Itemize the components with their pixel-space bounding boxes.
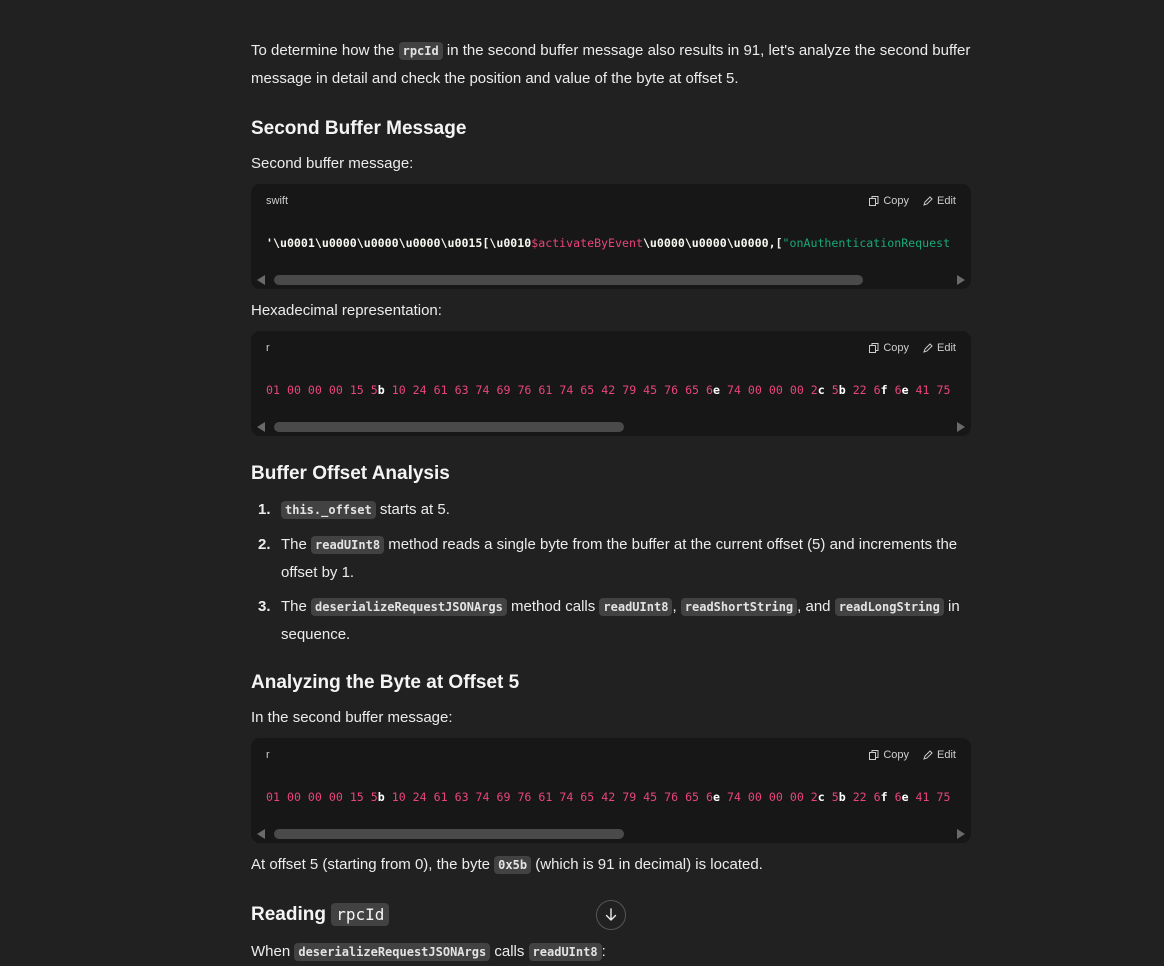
scroll-right-arrow-icon[interactable] xyxy=(957,275,965,285)
hex-code-line: 01 00 00 00 15 5b 10 24 61 63 74 69 76 61 74 65 42 79 45 76 65 6e 74 00 00 00 2c 5b 22 6f 6e 41 75 xyxy=(266,790,951,804)
code-token: '\u0001\u0000\u0000\u0000\u0015[\u0010 xyxy=(266,236,532,250)
copy-label: Copy xyxy=(883,749,910,761)
reading-text: : xyxy=(601,943,606,960)
copy-button[interactable] xyxy=(869,749,909,761)
copy-label: Copy xyxy=(883,195,910,207)
edit-icon xyxy=(923,343,933,353)
inline-code: deserializeRequestJSONArgs xyxy=(294,943,490,961)
code-block-header xyxy=(251,184,971,218)
list-text: starts at 5. xyxy=(375,501,450,518)
horizontal-scrollbar[interactable] xyxy=(257,420,965,432)
edit-button[interactable] xyxy=(923,195,956,207)
hex-code-line: 01 00 00 00 15 5b 10 24 61 63 74 69 76 61 74 65 42 79 45 76 65 6e 74 00 00 00 2c 5b 22 6f 6e 41 75 xyxy=(266,383,951,397)
label-hex: Hexadecimal representation: xyxy=(251,302,442,319)
scrollbar-thumb[interactable] xyxy=(274,422,624,432)
list-text: , xyxy=(672,598,681,615)
scroll-right-arrow-icon[interactable] xyxy=(957,829,965,839)
code-language: swift xyxy=(266,195,288,207)
edit-label: Edit xyxy=(937,749,956,761)
code-variable: $activateByEvent xyxy=(531,236,643,250)
edit-icon xyxy=(923,750,933,760)
list-item xyxy=(251,496,971,524)
code-block-hex xyxy=(251,331,971,436)
intro-paragraph xyxy=(251,37,971,92)
code-string: "onAuthenticationRequest xyxy=(782,236,951,250)
code-line xyxy=(266,236,950,250)
offset-text: (which is 91 in decimal) is located. xyxy=(531,856,763,873)
list-number: 1. xyxy=(258,501,271,518)
scrollbar-thumb[interactable] xyxy=(274,829,624,839)
reading-text: When xyxy=(251,943,295,960)
copy-label: Copy xyxy=(883,342,910,354)
code-token: \u0000\u0000\u0000,[ xyxy=(642,236,783,250)
heading-analyzing-byte: Analyzing the Byte at Offset 5 xyxy=(251,672,520,693)
list-item xyxy=(251,593,971,648)
code-language: r xyxy=(266,749,270,761)
edit-label: Edit xyxy=(937,195,956,207)
edit-label: Edit xyxy=(937,342,956,354)
arrow-down-icon xyxy=(604,908,618,922)
code-block-swift xyxy=(251,184,971,289)
copy-button[interactable] xyxy=(869,342,909,354)
offset-paragraph xyxy=(251,851,971,879)
scroll-left-arrow-icon[interactable] xyxy=(257,829,265,839)
list-text: , and xyxy=(797,598,835,615)
copy-icon xyxy=(869,196,879,206)
scroll-left-arrow-icon[interactable] xyxy=(257,275,265,285)
list-number: 3. xyxy=(258,598,271,615)
inline-code: deserializeRequestJSONArgs xyxy=(311,598,507,616)
inline-code-0x5b: 0x5b xyxy=(494,856,531,874)
inline-code: readUInt8 xyxy=(599,598,672,616)
heading-offset-analysis: Buffer Offset Analysis xyxy=(251,463,450,484)
offset-analysis-list xyxy=(251,496,971,648)
heading-second-buffer: Second Buffer Message xyxy=(251,118,467,139)
list-text: method calls xyxy=(506,598,600,615)
inline-code: readShortString xyxy=(681,598,797,616)
copy-icon xyxy=(869,343,879,353)
inline-code-rpcid: rpcId xyxy=(399,42,443,60)
scrollbar-thumb[interactable] xyxy=(274,275,863,285)
list-text: The xyxy=(281,598,312,615)
inline-code: readUInt8 xyxy=(311,536,384,554)
list-text: The xyxy=(281,536,312,553)
list-text: method reads a single byte from the buffer at the current offset (5) and increments the offset by 1. xyxy=(281,536,958,581)
reading-paragraph xyxy=(251,938,971,966)
copy-icon xyxy=(869,750,879,760)
scroll-left-arrow-icon[interactable] xyxy=(257,422,265,432)
inline-code: readLongString xyxy=(835,598,944,616)
label-second-buffer-2: In the second buffer message: xyxy=(251,709,453,726)
copy-button[interactable] xyxy=(869,195,909,207)
code-block-header xyxy=(251,738,971,772)
heading-reading-rpcid xyxy=(251,904,389,926)
reading-text: calls xyxy=(490,943,529,960)
edit-button[interactable] xyxy=(923,342,956,354)
code-block-hex-2 xyxy=(251,738,971,843)
intro-text-1: To determine how the xyxy=(251,42,399,59)
horizontal-scrollbar[interactable] xyxy=(257,827,965,839)
heading-text: Reading xyxy=(251,904,332,925)
inline-code: readUInt8 xyxy=(529,943,602,961)
edit-icon xyxy=(923,196,933,206)
heading-code: rpcId xyxy=(331,903,389,926)
scroll-right-arrow-icon[interactable] xyxy=(957,422,965,432)
list-number: 2. xyxy=(258,536,271,553)
code-block-header xyxy=(251,331,971,365)
code-language: r xyxy=(266,342,270,354)
list-text: in sequence. xyxy=(281,598,960,643)
list-item xyxy=(251,531,971,586)
horizontal-scrollbar[interactable] xyxy=(257,273,965,285)
offset-text: At offset 5 (starting from 0), the byte xyxy=(251,856,495,873)
scroll-to-bottom-button[interactable] xyxy=(596,900,626,930)
intro-text-2: in the second buffer message also results in 91, let's analyze the second buffer message in detail and check the position and value of the byte at offset 5. xyxy=(251,42,971,87)
edit-button[interactable] xyxy=(923,749,956,761)
label-second-buffer: Second buffer message: xyxy=(251,155,414,172)
inline-code: this._offset xyxy=(281,501,376,519)
